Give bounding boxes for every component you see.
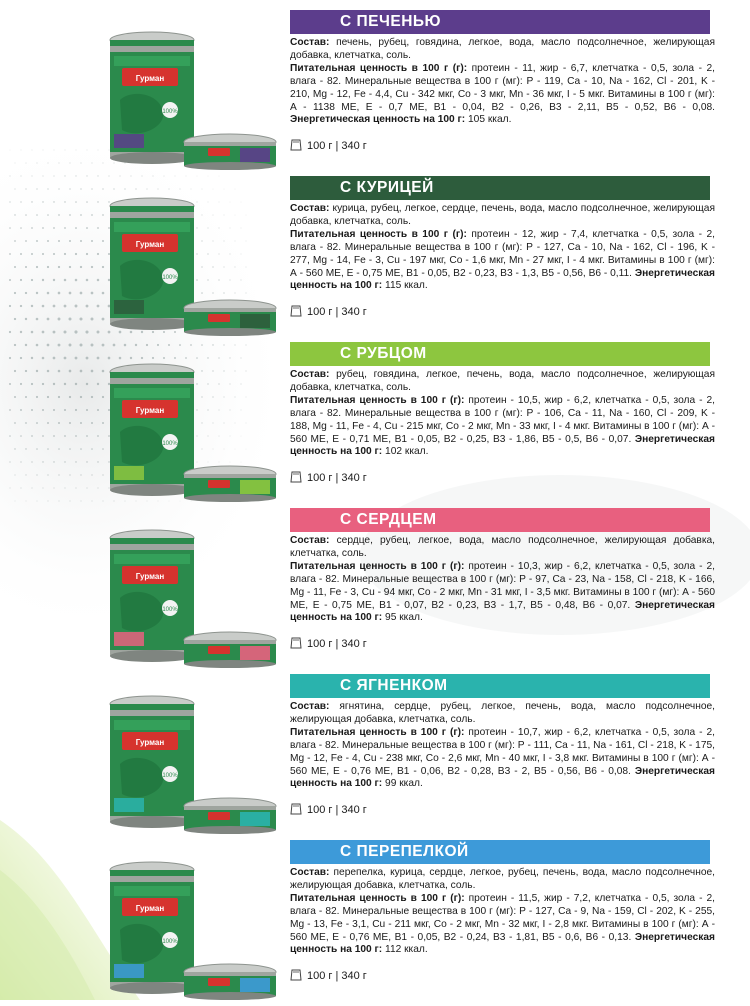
product-description xyxy=(290,203,715,293)
composition-text: сердце, рубец, легкое, вода, масло подсолнечное, желирующая добавка, клетчатка, соль. xyxy=(290,535,715,559)
energy-value: 99 ккал. xyxy=(385,778,423,790)
svg-text:100%: 100% xyxy=(162,109,178,115)
product-cans-image xyxy=(100,196,280,336)
can-weight-icon xyxy=(290,968,302,985)
can-weight-icon xyxy=(290,470,302,487)
weight-info xyxy=(290,471,450,485)
weight-text: 100 г | 340 г xyxy=(307,472,367,484)
weight-info xyxy=(290,305,450,319)
product-title-band xyxy=(290,840,710,864)
product-title-band xyxy=(290,508,710,532)
weight-info xyxy=(290,803,450,817)
svg-text:Гурман: Гурман xyxy=(135,74,165,83)
weight-info xyxy=(290,969,450,983)
svg-text:100%: 100% xyxy=(162,773,178,779)
product-description xyxy=(290,37,715,127)
svg-text:100%: 100% xyxy=(162,441,178,447)
product-title: С РУБЦОМ xyxy=(340,345,427,362)
product-section xyxy=(0,674,750,840)
composition-label: Состав: xyxy=(290,535,330,546)
nutrition-text: протеин - 10,5, жир - 6,2, клетчатка - 0,5, зола - 2, влага - 82. Минеральные вещества в 100 г (мг): Р - 106, Ca - 11, Na - 160, Cl - 209, K - 188, Mg - 11, Fe - 4, Cu - 215 мкг, Co - 2 мкг, Mn - 33 мкг, I - 4 мкг. Витамины в 100 г (мг): А - 560 МЕ, Е - 0,71 МЕ, В1 - 0,05, В2 - 0,25, В3 - 1,86, В5 - 0,5, В6 - 0,07. xyxy=(290,394,715,445)
product-description xyxy=(290,701,715,791)
can-weight-icon xyxy=(290,802,302,819)
product-section xyxy=(0,176,750,342)
product-section xyxy=(0,342,750,508)
nutrition-label: Питательная ценность в 100 г (г): xyxy=(290,394,465,406)
product-cans-image xyxy=(100,30,280,170)
weight-text: 100 г | 340 г xyxy=(307,970,367,982)
energy-value: 105 ккал. xyxy=(468,114,512,126)
can-weight-icon xyxy=(290,304,302,321)
product-title-band xyxy=(290,10,710,34)
composition-label: Состав: xyxy=(290,369,330,380)
composition-text: рубец, говядина, легкое, печень, вода, масло подсолнечное, желирующая добавка, клетчатка, соль. xyxy=(290,369,715,393)
nutrition-text: протеин - 11, жир - 6,7, клетчатка - 0,5, зола - 2, влага - 82. Минеральные вещества в 100 г (мг): Р - 119, Ca - 10, Na - 162, Cl - 201, K - 210, Mg - 12, Fe - 4,4, Cu - 342 мкг, Co - 3 мкг, Mn - 36 мкг, I - 5 мкг. Витамины в 100 г (мг): А - 1138 МЕ, Е - 0,7 МЕ, В1 - 0,04, В2 - 0,26, В3 - 2,11, В5 - 0,52, В6 - 0,08. xyxy=(290,62,715,113)
composition-label: Состав: xyxy=(290,37,330,48)
product-title-band xyxy=(290,342,710,366)
product-cans-image xyxy=(100,694,280,834)
composition-text: курица, рубец, легкое, сердце, печень, вода, масло подсолнечное, желирующая добавка, клетчатка, соль. xyxy=(290,203,715,227)
svg-text:100%: 100% xyxy=(162,939,178,945)
product-title-band xyxy=(290,176,710,200)
nutrition-label: Питательная ценность в 100 г (г): xyxy=(290,892,465,904)
product-section xyxy=(0,508,750,674)
weight-text: 100 г | 340 г xyxy=(307,140,367,152)
svg-text:Гурман: Гурман xyxy=(135,240,165,249)
product-title: С ПЕЧЕНЬЮ xyxy=(340,13,442,30)
weight-info xyxy=(290,637,450,651)
svg-text:Гурман: Гурман xyxy=(135,904,165,913)
can-weight-icon xyxy=(290,138,302,155)
svg-text:Гурман: Гурман xyxy=(135,572,165,581)
nutrition-label: Питательная ценность в 100 г (г): xyxy=(290,726,465,738)
energy-label: Энергетическая ценность на 100 г: xyxy=(290,267,715,292)
svg-text:Гурман: Гурман xyxy=(135,406,165,415)
energy-label: Энергетическая ценность на 100 г: xyxy=(290,599,715,624)
product-title-band xyxy=(290,674,710,698)
nutrition-text: протеин - 10,7, жир - 6,2, клетчатка - 0,5, зола - 2, влага - 82. Минеральные вещества в 100 г (мг): Р - 111, Ca - 11, Na - 161, Cl - 218, K - 175, Mg - 12, Fe - 4, Cu - 238 мкг, Co - 2,6 мкг, Mn - 40 мкг, I - 3,8 мкг. Витамины в 100 г (мг): А - 560 МЕ, Е - 0,76 МЕ, В1 - 0,06, В2 - 0,28, В3 - 2, В5 - 0,56, В6 - 0,08. xyxy=(290,726,715,777)
product-section xyxy=(0,840,750,1006)
energy-value: 112 ккал. xyxy=(385,944,428,956)
weight-text: 100 г | 340 г xyxy=(307,638,367,650)
svg-text:Гурман: Гурман xyxy=(135,738,165,747)
nutrition-label: Питательная ценность в 100 г (г): xyxy=(290,228,467,240)
can-weight-icon xyxy=(290,636,302,653)
composition-text: печень, рубец, говядина, легкое, вода, масло подсолнечное, желирующая добавка, клетчатка, соль. xyxy=(290,37,715,61)
svg-text:100%: 100% xyxy=(162,607,178,613)
product-description xyxy=(290,867,715,957)
composition-label: Состав: xyxy=(290,701,330,712)
product-cans-image xyxy=(100,362,280,502)
energy-value: 95 ккал. xyxy=(385,612,423,624)
product-title: С ЯГНЕНКОМ xyxy=(340,677,448,694)
nutrition-text: протеин - 10,3, жир - 6,2, клетчатка - 0,5, зола - 2, влага - 82. Минеральные вещества в 100 г (мг): Р - 97, Ca - 23, Na - 158, Cl - 218, K - 166, Mg - 11, Fe - 3, Cu - 94 мкг, Co - 2 мкг, Mn - 31 мкг, I - 3,5 мкг. Витамины в 100 г (мг): А - 560 МЕ, Е - 0,75 МЕ, В1 - 0,07, В2 - 0,23, В3 - 1,7, В5 - 0,48, В6 - 0,07. xyxy=(290,560,715,611)
weight-info xyxy=(290,139,450,153)
product-cans-image xyxy=(100,528,280,668)
weight-text: 100 г | 340 г xyxy=(307,306,367,318)
product-title: С КУРИЦЕЙ xyxy=(340,179,434,196)
energy-value: 102 ккал. xyxy=(385,446,429,458)
product-cans-image xyxy=(100,860,280,1000)
energy-label: Энергетическая ценность на 100 г: xyxy=(290,433,715,458)
composition-text: перепелка, курица, сердце, легкое, рубец, печень, вода, масло подсолнечное, желирующая добавка, клетчатка, соль. xyxy=(290,867,715,891)
energy-label: Энергетическая ценность на 100 г: xyxy=(290,765,715,790)
composition-label: Состав: xyxy=(290,203,330,214)
nutrition-text: протеин - 12, жир - 7,4, клетчатка - 0,5, зола - 2, влага - 82. Минеральные вещества в 100 г (мг): Р - 127, Ca - 10, Na - 162, Cl - 196, K - 277, Mg - 14, Fe - 3, Cu - 197 мкг, Co - 1,6 мкг, Mn - 27 мкг, I - 4 мкг. Витамины в 100 г (мг): А - 560 МЕ, Е - 0,75 МЕ, В1 - 0,05, В2 - 0,23, В3 - 1,3, В5 - 0,56, В6 - 0,11. xyxy=(290,228,715,279)
nutrition-label: Питательная ценность в 100 г (г): xyxy=(290,62,468,74)
nutrition-text: протеин - 11,5, жир - 7,2, клетчатка - 0,5, зола - 2, влага - 82. Минеральные вещества в 100 г (мг): Р - 127, Ca - 9, Na - 159, Cl - 202, K - 255, Mg - 13, Fe - 3,1, Cu - 211 мкг, Co - 2 мкг, Mn - 32 мкг, I - 2,8 мкг. Витамины в 100 г (мг): А - 560 МЕ, Е - 0,76 МЕ, В1 - 0,05, В2 - 0,24, В3 - 1,81, В5 - 0,6, В6 - 0,13. xyxy=(290,892,715,943)
weight-text: 100 г | 340 г xyxy=(307,804,367,816)
product-description xyxy=(290,369,715,459)
product-title: С СЕРДЦЕМ xyxy=(340,511,437,528)
nutrition-label: Питательная ценность в 100 г (г): xyxy=(290,560,465,572)
product-title: С ПЕРЕПЕЛКОЙ xyxy=(340,843,469,860)
product-description xyxy=(290,535,715,625)
composition-label: Состав: xyxy=(290,867,330,878)
product-section xyxy=(0,10,750,176)
energy-label: Энергетическая ценность на 100 г: xyxy=(290,114,466,126)
energy-label: Энергетическая ценность на 100 г: xyxy=(290,931,715,956)
svg-text:100%: 100% xyxy=(162,275,178,281)
energy-value: 115 ккал. xyxy=(385,280,428,292)
composition-text: ягнятина, сердце, рубец, легкое, печень, вода, масло подсолнечное, желирующая добавка, клетчатка, соль. xyxy=(290,701,715,725)
